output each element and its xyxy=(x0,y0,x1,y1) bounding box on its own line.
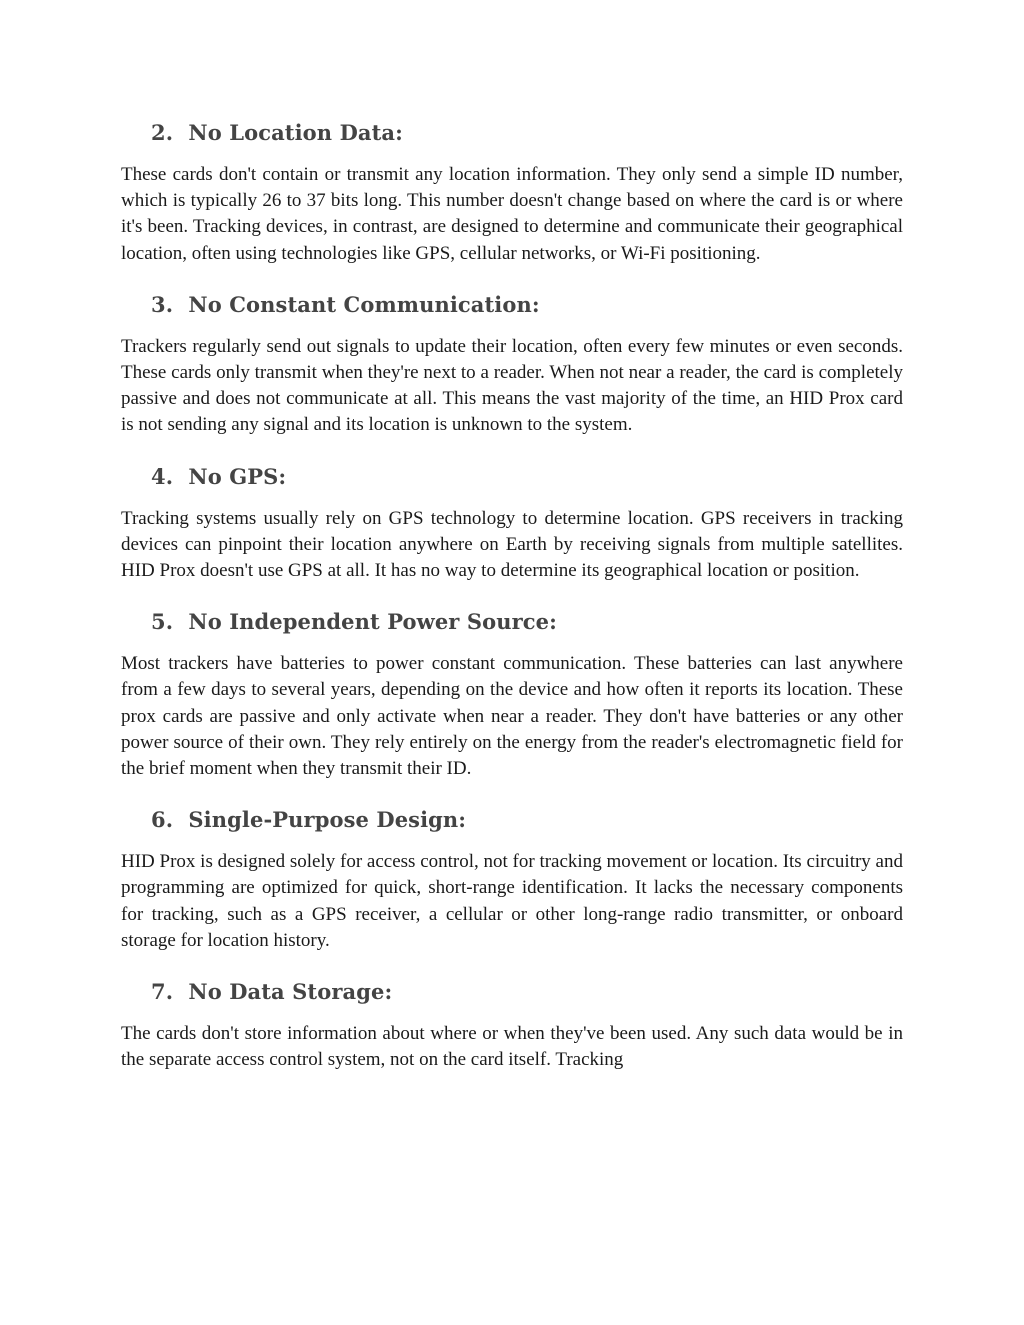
section-number: 4. xyxy=(151,463,174,489)
section-number: 6. xyxy=(151,807,174,833)
section-body-location-data: These cards don't contain or transmit any location information. They only send a simple ID number, which is typically 26 to 37 bits long. This number doesn't change based on where the card is or where it's been. Tracking devices, in contrast, are designed to determine and communicate their geographical location, often using technologies like GPS, cellular networks, or Wi-Fi positioning. xyxy=(121,164,903,264)
section-body-power-source: Most trackers have batteries to power constant communication. These batteries can last anywhere from a few days to several years, depending on the device and how often it reports its location. These prox cards are passive and only activate when near a reader. They don't have batteries or any other power source of their own. They rely entirely on the energy from the reader's electromagnetic field for the brief moment when they transmit their ID. xyxy=(121,653,903,780)
section-body-no-gps: Tracking systems usually rely on GPS technology to determine location. GPS receivers in tracking devices can pinpoint their location anywhere on Earth by receiving signals from multiple satellites. HID Prox doesn't use GPS at all. It has no way to determine its geographical location or position. xyxy=(121,507,903,582)
section-number: 5. xyxy=(151,609,174,635)
section-heading-no-gps xyxy=(151,448,903,506)
section-title: No Location Data: xyxy=(188,120,403,145)
section-heading-constant-communication xyxy=(151,276,903,334)
section-number: 2. xyxy=(151,120,174,145)
section-body-constant-communication: Trackers regularly send out signals to update their location, often every few minutes or even seconds. These cards only transmit when they're next to a reader. When not near a reader, the card is completely passive and does not communicate at all. This means the vast majority of the time, an HID Prox card is not sending any signal and its location is unknown to the system. xyxy=(121,335,903,436)
section-heading-power-source xyxy=(151,593,903,651)
document-page xyxy=(121,104,903,1082)
section-heading-location-data xyxy=(151,104,903,162)
section-number: 3. xyxy=(151,291,174,317)
section-title: No GPS: xyxy=(188,463,287,489)
section-title: No Constant Communication: xyxy=(188,291,540,317)
section-title: Single-Purpose Design: xyxy=(188,807,467,833)
section-body-data-storage: The cards don't store information about where or when they've been used. Any such data would be in the separate access control system, not on the card itself. Tracking xyxy=(121,1023,903,1071)
section-heading-single-purpose xyxy=(151,791,903,849)
section-body-single-purpose: HID Prox is designed solely for access control, not for tracking movement or location. Its circuitry and programming are optimized for quick, short-range identification. It lacks the necessary components for tracking, such as a GPS receiver, a cellular or other long-range radio transmitter, or onboard storage for location history. xyxy=(121,851,903,951)
section-number: 7. xyxy=(151,979,174,1005)
section-heading-data-storage xyxy=(151,963,903,1021)
section-title: No Independent Power Source: xyxy=(188,609,557,635)
section-title: No Data Storage: xyxy=(188,979,393,1005)
